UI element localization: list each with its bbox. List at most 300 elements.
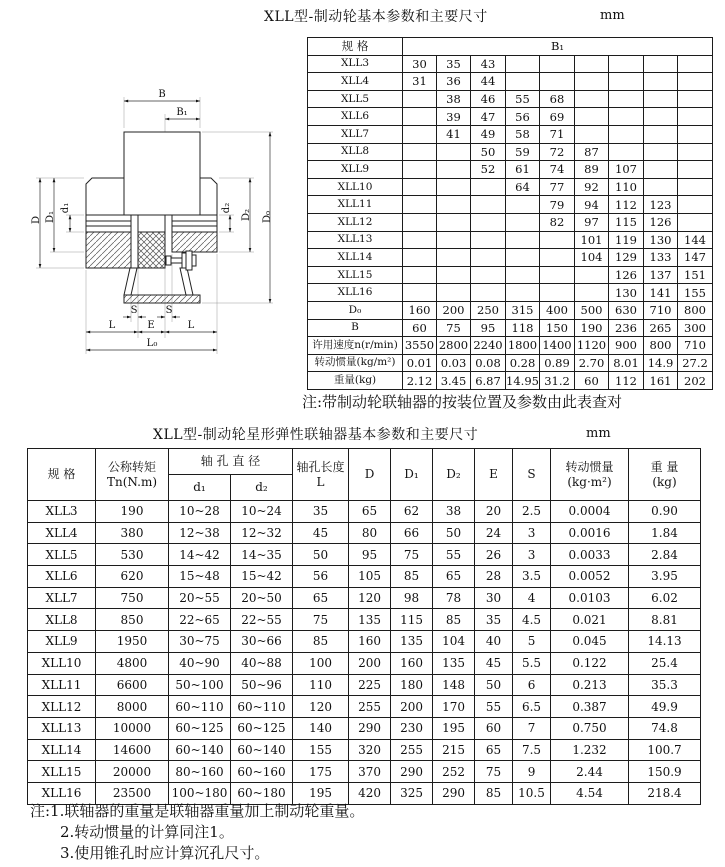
- value-cell: 80: [349, 522, 391, 544]
- value-cell: 14~35: [231, 544, 293, 566]
- value-cell: 0.0052: [551, 566, 629, 588]
- value-cell: 60: [403, 319, 437, 337]
- value-cell: 10000: [96, 717, 169, 739]
- value-cell: 1800: [506, 337, 540, 355]
- table1-note: 注:带制动轮联轴器的按装位置及参数由此表查对: [302, 393, 623, 411]
- table-row: [308, 55, 713, 73]
- value-cell: 530: [96, 544, 169, 566]
- value-cell: 64: [506, 178, 540, 196]
- value-cell: 104: [575, 249, 609, 267]
- right-flange: [200, 178, 217, 215]
- value-cell: 6.87: [471, 372, 506, 390]
- value-cell: 59: [506, 143, 540, 161]
- value-cell: 100~180: [169, 782, 231, 804]
- value-cell: 60: [575, 372, 609, 390]
- row-label-cell: 重量(kg): [308, 372, 403, 390]
- value-cell: [540, 231, 575, 249]
- value-cell: 68: [540, 90, 575, 108]
- value-cell: 150.9: [629, 761, 701, 783]
- value-cell: [506, 266, 540, 284]
- value-cell: 3.95: [629, 566, 701, 588]
- value-cell: [403, 125, 437, 143]
- table-row: [28, 501, 701, 523]
- value-cell: [403, 196, 437, 214]
- value-cell: 750: [96, 587, 169, 609]
- footer-notes: [30, 801, 364, 864]
- value-cell: 40: [475, 631, 513, 653]
- value-cell: 10.5: [513, 782, 551, 804]
- value-cell: 104: [433, 631, 475, 653]
- value-cell: 4: [513, 587, 551, 609]
- value-cell: 20000: [96, 761, 169, 783]
- row-label-cell: XLL12: [28, 696, 96, 718]
- value-cell: 0.0016: [551, 522, 629, 544]
- value-cell: 161: [644, 372, 678, 390]
- value-cell: 35.3: [629, 674, 701, 696]
- table-row: [308, 161, 713, 179]
- value-cell: [678, 196, 713, 214]
- row-label-cell: XLL4: [308, 73, 403, 91]
- value-cell: 126: [644, 213, 678, 231]
- value-cell: 0.01: [403, 354, 437, 372]
- value-cell: 135: [433, 652, 475, 674]
- value-cell: 380: [96, 522, 169, 544]
- value-cell: 250: [471, 301, 506, 319]
- value-cell: 8.01: [609, 354, 644, 372]
- left-hub-section: [86, 232, 131, 268]
- value-cell: 0.750: [551, 717, 629, 739]
- value-cell: 850: [96, 609, 169, 631]
- value-cell: 82: [540, 213, 575, 231]
- value-cell: 195: [433, 717, 475, 739]
- spider-top: [138, 215, 165, 232]
- table-row: [308, 178, 713, 196]
- value-cell: 56: [506, 108, 540, 126]
- value-cell: 50~96: [231, 674, 293, 696]
- row-label-cell: XLL6: [28, 566, 96, 588]
- row-label-cell: XLL14: [28, 739, 96, 761]
- value-cell: 36: [437, 73, 471, 91]
- table-row: [308, 213, 713, 231]
- value-cell: [644, 161, 678, 179]
- value-cell: 620: [96, 566, 169, 588]
- value-cell: 130: [644, 231, 678, 249]
- value-cell: [437, 196, 471, 214]
- dim-label-d1-bore: d₁: [60, 202, 72, 214]
- value-cell: 0.0103: [551, 587, 629, 609]
- value-cell: 200: [391, 696, 433, 718]
- value-cell: [437, 213, 471, 231]
- value-cell: 160: [403, 301, 437, 319]
- value-cell: 800: [644, 337, 678, 355]
- brake-wheel-left-wall: [124, 268, 137, 295]
- value-cell: 135: [349, 609, 391, 631]
- row-label-cell: XLL13: [308, 231, 403, 249]
- value-cell: 112: [609, 196, 644, 214]
- bolt-assembly: [166, 251, 196, 270]
- value-cell: 118: [506, 319, 540, 337]
- table-row: [28, 566, 701, 588]
- value-cell: [644, 55, 678, 73]
- value-cell: 94: [575, 196, 609, 214]
- value-cell: 1.232: [551, 739, 629, 761]
- value-cell: 38: [437, 90, 471, 108]
- value-cell: [403, 231, 437, 249]
- value-cell: 22~55: [231, 609, 293, 631]
- value-cell: 140: [293, 717, 349, 739]
- value-cell: 105: [349, 566, 391, 588]
- value-cell: [403, 249, 437, 267]
- value-cell: 89: [575, 161, 609, 179]
- value-cell: 75: [293, 609, 349, 631]
- value-cell: [540, 284, 575, 302]
- value-cell: 200: [349, 652, 391, 674]
- value-cell: 46: [471, 90, 506, 108]
- value-cell: 20~50: [231, 587, 293, 609]
- value-cell: 55: [475, 696, 513, 718]
- value-cell: 175: [293, 761, 349, 783]
- value-cell: 65: [433, 566, 475, 588]
- dim-label-b: B: [158, 89, 166, 100]
- value-cell: 137: [644, 266, 678, 284]
- value-cell: 225: [349, 674, 391, 696]
- value-cell: 44: [471, 73, 506, 91]
- value-cell: 38: [433, 501, 475, 523]
- value-cell: [437, 178, 471, 196]
- value-cell: 60~110: [231, 696, 293, 718]
- table2-d2-header: d₂: [231, 475, 293, 501]
- row-label-cell: XLL7: [308, 125, 403, 143]
- value-cell: [678, 108, 713, 126]
- value-cell: [540, 55, 575, 73]
- torque-header-line2: Tn(N.m): [106, 474, 158, 489]
- value-cell: 85: [475, 782, 513, 804]
- value-cell: [540, 73, 575, 91]
- row-label-cell: XLL9: [308, 161, 403, 179]
- value-cell: 7: [513, 717, 551, 739]
- dim-label-d: D: [31, 215, 43, 225]
- dim-label-s-left: S: [130, 305, 138, 316]
- value-cell: [540, 249, 575, 267]
- value-cell: 160: [349, 631, 391, 653]
- value-cell: [644, 125, 678, 143]
- value-cell: [437, 231, 471, 249]
- value-cell: 61: [506, 161, 540, 179]
- value-cell: 2.70: [575, 354, 609, 372]
- value-cell: 2.44: [551, 761, 629, 783]
- row-label-cell: XLL11: [28, 674, 96, 696]
- value-cell: [403, 90, 437, 108]
- value-cell: [575, 266, 609, 284]
- value-cell: 14~42: [169, 544, 231, 566]
- value-cell: 200: [437, 301, 471, 319]
- value-cell: 30: [475, 587, 513, 609]
- value-cell: 6600: [96, 674, 169, 696]
- right-hub-band: [172, 215, 217, 232]
- value-cell: [471, 249, 506, 267]
- dim-label-d1-cap: D₁: [45, 210, 57, 224]
- value-cell: 290: [433, 782, 475, 804]
- value-cell: 45: [293, 522, 349, 544]
- value-cell: [506, 284, 540, 302]
- table-row: [28, 652, 701, 674]
- value-cell: 35: [293, 501, 349, 523]
- value-cell: 72: [540, 143, 575, 161]
- value-cell: 160: [391, 652, 433, 674]
- value-cell: [403, 266, 437, 284]
- value-cell: [678, 178, 713, 196]
- value-cell: [678, 143, 713, 161]
- value-cell: 126: [609, 266, 644, 284]
- value-cell: 130: [609, 284, 644, 302]
- table-row: [308, 231, 713, 249]
- inertia-header-line1: 转动惯量: [565, 459, 614, 474]
- value-cell: [678, 90, 713, 108]
- value-cell: 10~24: [231, 501, 293, 523]
- table-row: [308, 73, 713, 91]
- value-cell: 2800: [437, 337, 471, 355]
- dim-label-e: E: [147, 320, 155, 331]
- length-header-line1: 轴孔长度: [296, 459, 345, 474]
- row-label-cell: 转动惯量(kg/m²): [308, 354, 403, 372]
- table2-D-header: D: [349, 449, 391, 501]
- value-cell: [403, 213, 437, 231]
- row-label-cell: XLL7: [28, 587, 96, 609]
- value-cell: 215: [433, 739, 475, 761]
- value-cell: 97: [575, 213, 609, 231]
- value-cell: 75: [391, 544, 433, 566]
- row-label-cell: XLL3: [28, 501, 96, 523]
- value-cell: 101: [575, 231, 609, 249]
- value-cell: 62: [391, 501, 433, 523]
- value-cell: 265: [644, 319, 678, 337]
- value-cell: 0.122: [551, 652, 629, 674]
- row-label-cell: XLL8: [308, 143, 403, 161]
- brake-wheel-rim-top: [124, 132, 200, 215]
- length-header-line2: L: [316, 474, 325, 489]
- value-cell: [471, 284, 506, 302]
- value-cell: 14600: [96, 739, 169, 761]
- value-cell: 12~38: [169, 522, 231, 544]
- value-cell: 218.4: [629, 782, 701, 804]
- value-cell: 370: [349, 761, 391, 783]
- value-cell: 110: [293, 674, 349, 696]
- value-cell: 300: [678, 319, 713, 337]
- torque-header-line1: 公称转矩: [107, 459, 156, 474]
- value-cell: 9: [513, 761, 551, 783]
- table-row: [28, 544, 701, 566]
- table-row: [308, 108, 713, 126]
- value-cell: [644, 73, 678, 91]
- value-cell: 60~160: [231, 761, 293, 783]
- table-row: [28, 696, 701, 718]
- table-row: [308, 319, 713, 337]
- value-cell: 133: [644, 249, 678, 267]
- value-cell: [403, 178, 437, 196]
- value-cell: [471, 266, 506, 284]
- value-cell: [403, 108, 437, 126]
- value-cell: 150: [540, 319, 575, 337]
- value-cell: 60~110: [169, 696, 231, 718]
- value-cell: [437, 161, 471, 179]
- table-row: [308, 372, 713, 390]
- value-cell: 14.13: [629, 631, 701, 653]
- value-cell: 119: [609, 231, 644, 249]
- value-cell: [644, 143, 678, 161]
- value-cell: 420: [349, 782, 391, 804]
- value-cell: 3: [513, 522, 551, 544]
- value-cell: 50: [433, 522, 475, 544]
- value-cell: 112: [609, 372, 644, 390]
- row-label-cell: 许用速度n(r/min): [308, 337, 403, 355]
- dim-label-l0: L₀: [146, 338, 158, 349]
- value-cell: 230: [391, 717, 433, 739]
- value-cell: 144: [678, 231, 713, 249]
- value-cell: 27.2: [678, 354, 713, 372]
- value-cell: 50: [475, 674, 513, 696]
- value-cell: 155: [678, 284, 713, 302]
- row-label-cell: XLL14: [308, 249, 403, 267]
- table-row: [308, 196, 713, 214]
- value-cell: [540, 266, 575, 284]
- footer-note-2: 2.转动惯量的计算同注1。: [60, 823, 234, 841]
- value-cell: 69: [540, 108, 575, 126]
- value-cell: 6.02: [629, 587, 701, 609]
- value-cell: 400: [540, 301, 575, 319]
- value-cell: 236: [609, 319, 644, 337]
- value-cell: 500: [575, 301, 609, 319]
- value-cell: 80~160: [169, 761, 231, 783]
- value-cell: 100.7: [629, 739, 701, 761]
- table2-header-row-1: [28, 449, 701, 475]
- row-label-cell: XLL5: [308, 90, 403, 108]
- value-cell: 55: [506, 90, 540, 108]
- value-cell: 71: [540, 125, 575, 143]
- value-cell: 123: [644, 196, 678, 214]
- value-cell: 95: [471, 319, 506, 337]
- value-cell: 75: [437, 319, 471, 337]
- value-cell: 60~140: [231, 739, 293, 761]
- brake-wheel-parameters-table: [307, 37, 713, 390]
- value-cell: 195: [293, 782, 349, 804]
- table2-weight-header: [629, 449, 701, 501]
- value-cell: 1120: [575, 337, 609, 355]
- row-label-cell: XLL9: [28, 631, 96, 653]
- value-cell: 3: [513, 544, 551, 566]
- weight-header-line1: 重 量: [650, 459, 679, 474]
- value-cell: 0.28: [506, 354, 540, 372]
- right-hub-section: [172, 232, 217, 252]
- table-row: [28, 587, 701, 609]
- value-cell: [575, 90, 609, 108]
- value-cell: 7.5: [513, 739, 551, 761]
- row-label-cell: XLL10: [308, 178, 403, 196]
- table2-bore-group-header: 轴 孔 直 径: [169, 449, 293, 475]
- dim-label-d2-bore: d₂: [221, 202, 233, 214]
- value-cell: 39: [437, 108, 471, 126]
- footer-note-1: 注:1.联轴器的重量是联轴器重量加上制动轮重量。: [30, 802, 365, 820]
- value-cell: 135: [391, 631, 433, 653]
- value-cell: [437, 266, 471, 284]
- value-cell: [575, 108, 609, 126]
- value-cell: 12~32: [231, 522, 293, 544]
- value-cell: [678, 213, 713, 231]
- value-cell: 710: [678, 337, 713, 355]
- row-label-cell: XLL5: [28, 544, 96, 566]
- row-label-cell: XLL11: [308, 196, 403, 214]
- table2-S-header: S: [513, 449, 551, 501]
- table-row: [28, 522, 701, 544]
- value-cell: [471, 231, 506, 249]
- table-row: [28, 609, 701, 631]
- value-cell: [506, 55, 540, 73]
- value-cell: 47: [471, 108, 506, 126]
- table2-title: XLL型-制动轮星形弹性联轴器基本参数和主要尺寸: [153, 427, 479, 443]
- value-cell: 0.89: [540, 354, 575, 372]
- value-cell: 0.0033: [551, 544, 629, 566]
- value-cell: 1950: [96, 631, 169, 653]
- value-cell: 0.213: [551, 674, 629, 696]
- value-cell: 120: [293, 696, 349, 718]
- value-cell: 0.387: [551, 696, 629, 718]
- row-label-cell: D₀: [308, 301, 403, 319]
- value-cell: [403, 143, 437, 161]
- value-cell: 79: [540, 196, 575, 214]
- value-cell: 8.81: [629, 609, 701, 631]
- value-cell: [609, 108, 644, 126]
- table2-E-header: E: [475, 449, 513, 501]
- value-cell: 35: [475, 609, 513, 631]
- table-row: [308, 337, 713, 355]
- value-cell: 2.12: [403, 372, 437, 390]
- value-cell: 4800: [96, 652, 169, 674]
- table-row: [28, 739, 701, 761]
- value-cell: 65: [293, 587, 349, 609]
- value-cell: [437, 143, 471, 161]
- value-cell: 107: [609, 161, 644, 179]
- value-cell: [506, 73, 540, 91]
- value-cell: 4.5: [513, 609, 551, 631]
- value-cell: 50: [471, 143, 506, 161]
- row-label-cell: XLL15: [308, 266, 403, 284]
- value-cell: 20~55: [169, 587, 231, 609]
- value-cell: 5: [513, 631, 551, 653]
- value-cell: 49: [471, 125, 506, 143]
- value-cell: 8000: [96, 696, 169, 718]
- table2-D2-header: D₂: [433, 449, 475, 501]
- value-cell: 110: [609, 178, 644, 196]
- row-label-cell: XLL10: [28, 652, 96, 674]
- value-cell: [506, 249, 540, 267]
- brake-wheel-right-wall: [180, 268, 193, 295]
- value-cell: 320: [349, 739, 391, 761]
- value-cell: 315: [506, 301, 540, 319]
- value-cell: 147: [678, 249, 713, 267]
- value-cell: 290: [349, 717, 391, 739]
- value-cell: 155: [293, 739, 349, 761]
- value-cell: [437, 284, 471, 302]
- value-cell: 87: [575, 143, 609, 161]
- row-label-cell: XLL16: [28, 782, 96, 804]
- value-cell: [471, 178, 506, 196]
- value-cell: 65: [475, 739, 513, 761]
- value-cell: 3.45: [437, 372, 471, 390]
- value-cell: 28: [475, 566, 513, 588]
- row-label-cell: XLL15: [28, 761, 96, 783]
- value-cell: 92: [575, 178, 609, 196]
- coupling-parameters-table: [27, 448, 701, 805]
- value-cell: 45: [475, 652, 513, 674]
